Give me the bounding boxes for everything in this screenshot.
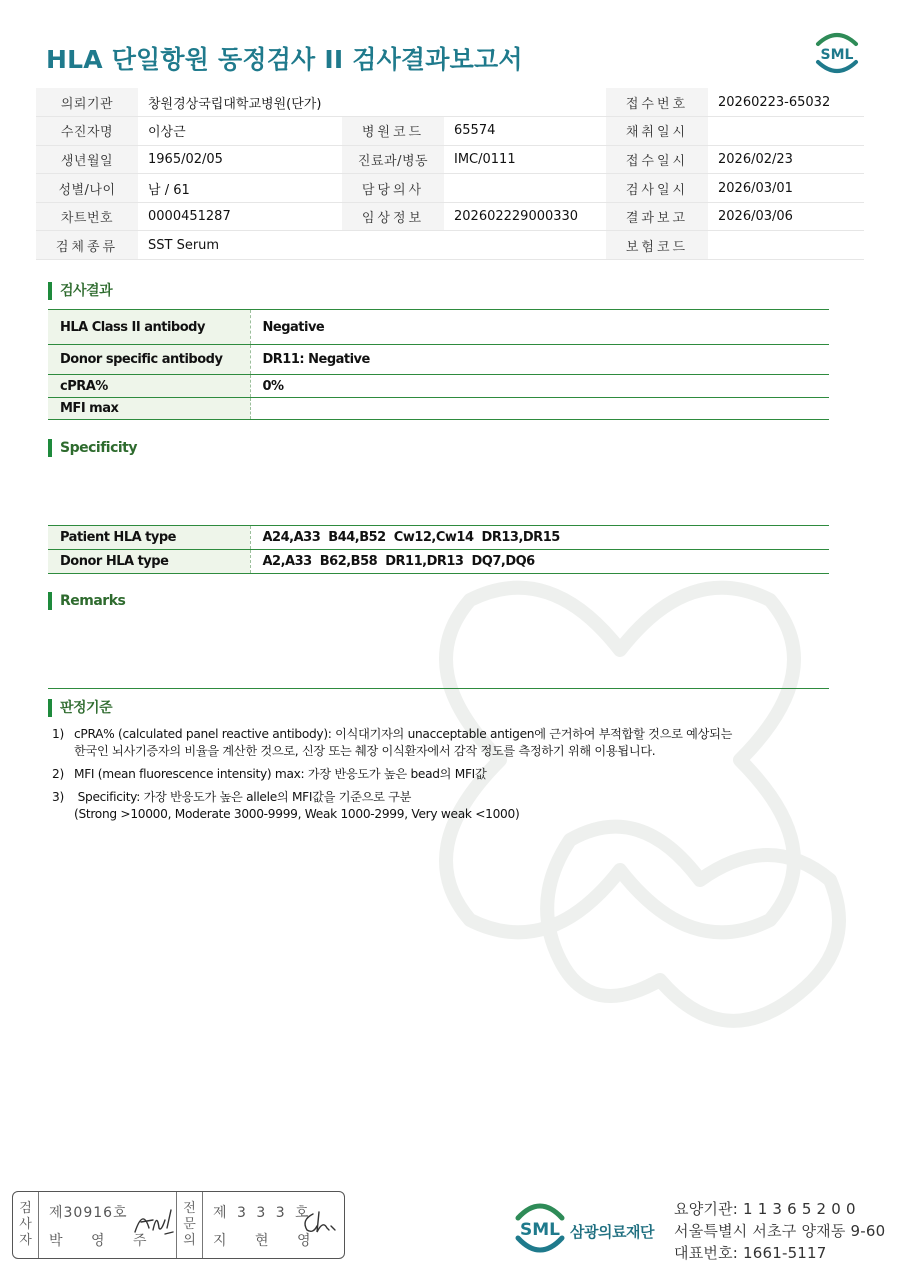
report-title: HLA 단일항원 동정검사 II 검사결과보고서 <box>46 45 523 74</box>
info-value <box>708 117 864 146</box>
result-label: Donor specific antibody <box>48 345 250 375</box>
role-char: 자 <box>19 1233 32 1248</box>
signature-mark-icon <box>131 1206 175 1236</box>
role-char: 검 <box>19 1201 32 1216</box>
info-label: 임상정보 <box>342 202 444 231</box>
table-row <box>48 345 829 375</box>
hla-value: A2,A33 B62,B58 DR11,DR13 DQ7,DQ6 <box>250 550 829 574</box>
table-row <box>48 375 829 398</box>
role-char: 문 <box>183 1217 196 1232</box>
criteria-line: Specificity: 가장 반응도가 높은 allele의 MFI값을 기준으로 구분 <box>74 790 412 804</box>
section-title-specificity: Specificity <box>48 439 137 457</box>
info-label: 접수번호 <box>606 88 708 117</box>
table-row <box>48 526 829 550</box>
table-row <box>48 398 829 420</box>
info-value: 남 / 61 <box>138 174 342 203</box>
result-label: MFI max <box>48 398 250 420</box>
info-value: 0000451287 <box>138 202 342 231</box>
section-title-criteria: 판정기준 <box>48 699 112 717</box>
criteria-line: MFI (mean fluorescence intensity) max: 가장 반응도가 높은 bead의 MFI값 <box>74 767 487 781</box>
info-row <box>36 88 864 117</box>
info-value: 2026/03/01 <box>708 174 864 203</box>
info-value: 65574 <box>444 117 606 146</box>
info-label: 검체종류 <box>36 231 138 260</box>
result-label: cPRA% <box>48 375 250 398</box>
info-value: 2026/02/23 <box>708 145 864 174</box>
svg-text:SML: SML <box>520 1220 560 1240</box>
criteria-number: 2) <box>52 767 64 781</box>
address: 서울특별시 서초구 양재동 9-60 <box>674 1222 886 1240</box>
info-label: 보험코드 <box>606 231 708 260</box>
section-title-remarks: Remarks <box>48 592 125 610</box>
list-item <box>52 766 732 783</box>
list-item <box>52 726 732 760</box>
hla-label: Patient HLA type <box>48 526 250 550</box>
organization-name: 삼광의료재단 <box>570 1223 654 1241</box>
hla-value: A24,A33 B44,B52 Cw12,Cw14 DR13,DR15 <box>250 526 829 550</box>
hla-label: Donor HLA type <box>48 550 250 574</box>
info-value: 202602229000330 <box>444 202 606 231</box>
role-char: 전 <box>183 1201 196 1216</box>
info-label: 검사일시 <box>606 174 708 203</box>
criteria-line: cPRA% (calculated panel reactive antibody): 이식대기자의 unacceptable antigen에 근거하여 부적합할 것으로 예상되는 <box>74 727 733 741</box>
results-table <box>48 309 829 420</box>
result-value: DR11: Negative <box>250 345 829 375</box>
info-value <box>708 231 864 260</box>
result-value: 0% <box>250 375 829 398</box>
info-label: 병원코드 <box>342 117 444 146</box>
info-value: 20260223-65032 <box>708 88 864 117</box>
svg-text:SML: SML <box>820 47 854 63</box>
table-row <box>48 550 829 574</box>
institution-code: 요양기관: 1 1 3 6 5 2 0 0 <box>674 1200 856 1218</box>
criteria-number: 3) <box>52 790 64 804</box>
info-row <box>36 231 864 260</box>
info-label: 채취일시 <box>606 117 708 146</box>
info-value: 1965/02/05 <box>138 145 342 174</box>
specialist-role-label <box>177 1192 203 1258</box>
criteria-number: 1) <box>52 727 64 741</box>
result-value: Negative <box>250 310 829 345</box>
info-value: 이상근 <box>138 117 342 146</box>
examiner-signature <box>39 1192 177 1258</box>
info-row <box>36 117 864 146</box>
patient-info-table <box>36 88 864 260</box>
sml-logo-icon <box>812 30 862 76</box>
info-label: 차트번호 <box>36 202 138 231</box>
criteria-list <box>52 726 732 829</box>
result-label: HLA Class II antibody <box>48 310 250 345</box>
signature-mark-icon <box>299 1208 339 1236</box>
info-row <box>36 145 864 174</box>
result-value <box>250 398 829 420</box>
specialist-name: 지 현 영 <box>213 1233 323 1249</box>
info-value: 2026/03/06 <box>708 202 864 231</box>
criteria-line: (Strong >10000, Moderate 3000-9999, Weak 1000-2999, Very weak <1000) <box>74 807 520 821</box>
examiner-license: 제30916호 <box>49 1205 128 1221</box>
list-item <box>52 789 732 823</box>
info-label: 의뢰기관 <box>36 88 138 117</box>
examiner-role-label <box>13 1192 39 1258</box>
footer-info <box>674 1198 885 1264</box>
info-label: 수진자명 <box>36 117 138 146</box>
info-label: 성별/나이 <box>36 174 138 203</box>
phone: 대표번호: 1661-5117 <box>674 1244 827 1262</box>
signature-box <box>12 1191 345 1259</box>
role-char: 사 <box>19 1217 32 1232</box>
info-value: SST Serum <box>138 231 606 260</box>
table-row <box>48 310 829 345</box>
sml-footer-logo-icon <box>510 1198 570 1258</box>
info-label: 진료과/병동 <box>342 145 444 174</box>
examiner-name: 박 영 주 <box>49 1233 159 1249</box>
section-title-results: 검사결과 <box>48 282 112 300</box>
divider <box>48 688 829 689</box>
info-label: 담당의사 <box>342 174 444 203</box>
info-label: 생년월일 <box>36 145 138 174</box>
role-char: 의 <box>183 1233 196 1248</box>
info-row <box>36 202 864 231</box>
specialist-signature <box>203 1192 341 1258</box>
hla-type-table <box>48 525 829 574</box>
info-label: 접수일시 <box>606 145 708 174</box>
info-value: 창원경상국립대학교병원(단가) <box>138 88 606 117</box>
info-row <box>36 174 864 203</box>
criteria-line: 한국인 뇌사기증자의 비율을 계산한 것으로, 신장 또는 췌장 이식환자에서 감작 정도를 측정하기 위해 이용됩니다. <box>74 744 656 758</box>
specialist-license: 제 3 3 3 호 <box>213 1205 312 1221</box>
info-value: IMC/0111 <box>444 145 606 174</box>
info-value <box>444 174 606 203</box>
info-label: 결과보고 <box>606 202 708 231</box>
